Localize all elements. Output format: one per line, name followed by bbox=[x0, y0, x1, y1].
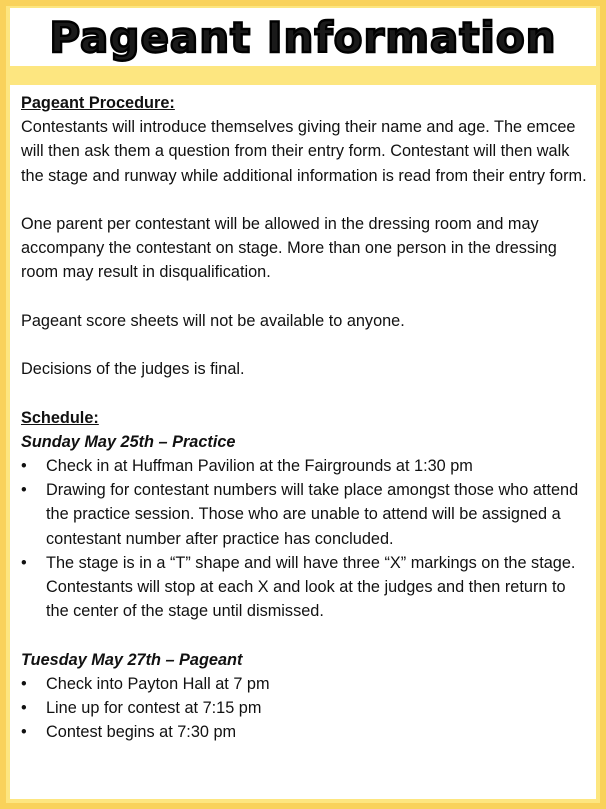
list-item-text: Contest begins at 7:30 pm bbox=[46, 723, 237, 742]
list-item bbox=[21, 720, 596, 744]
bullet-icon: • bbox=[21, 699, 27, 717]
bullet-icon: • bbox=[21, 456, 27, 475]
list-item bbox=[21, 478, 596, 551]
procedure-paragraph-judges: Decisions of the judges is final. bbox=[21, 360, 245, 379]
procedure-paragraph-dressing-room: One parent per contestant will be allowed in the dressing room and may accompany the contestant on stage. More than one person in the dressing room may result in disqualification. bbox=[21, 215, 557, 282]
spacer bbox=[21, 285, 596, 309]
spacer bbox=[21, 188, 596, 212]
page-title: Pageant Information bbox=[49, 13, 557, 62]
bullet-icon: • bbox=[21, 674, 27, 693]
list-item-text: Check into Payton Hall at 7 pm bbox=[46, 674, 270, 693]
list-item-text: Drawing for contestant numbers will take place amongst those who attend the practice session. Those who are unable to attend will be assigned a contestant number after practice has concluded. bbox=[46, 481, 579, 548]
spacer bbox=[21, 381, 596, 405]
schedule-day-sunday: Sunday May 25th – Practice bbox=[21, 432, 236, 451]
procedure-paragraph-intro: Contestants will introduce themselves giving their name and age. The emcee will then ask them a question from their entry form. Contestant will then walk the stage and runway while additional information is read from their entry form. bbox=[21, 118, 587, 185]
bullet-icon: • bbox=[21, 553, 27, 572]
list-item-text: Check in at Huffman Pavilion at the Fairgrounds at 1:30 pm bbox=[46, 456, 473, 475]
info-panel bbox=[10, 85, 596, 799]
list-item bbox=[21, 672, 596, 696]
sunday-list bbox=[21, 454, 596, 623]
spacer bbox=[21, 623, 596, 647]
list-item-text: Line up for contest at 7:15 pm bbox=[46, 699, 262, 717]
bullet-icon: • bbox=[21, 723, 27, 742]
procedure-heading: Pageant Procedure: bbox=[21, 94, 175, 112]
spacer bbox=[21, 333, 596, 357]
title-banner bbox=[10, 8, 596, 66]
schedule-heading: Schedule: bbox=[21, 408, 99, 427]
procedure-paragraph-score-sheets: Pageant score sheets will not be available to anyone. bbox=[21, 311, 405, 330]
list-item-text: The stage is in a “T” shape and will have three “X” markings on the stage. Contestants will stop at each X and look at the judges and then return to the center of the stage until dismissed. bbox=[46, 553, 576, 621]
tuesday-list bbox=[21, 672, 596, 745]
list-item bbox=[21, 696, 596, 720]
list-item bbox=[21, 454, 596, 478]
list-item bbox=[21, 551, 596, 624]
schedule-day-tuesday: Tuesday May 27th – Pageant bbox=[21, 650, 243, 669]
bullet-icon: • bbox=[21, 481, 27, 500]
